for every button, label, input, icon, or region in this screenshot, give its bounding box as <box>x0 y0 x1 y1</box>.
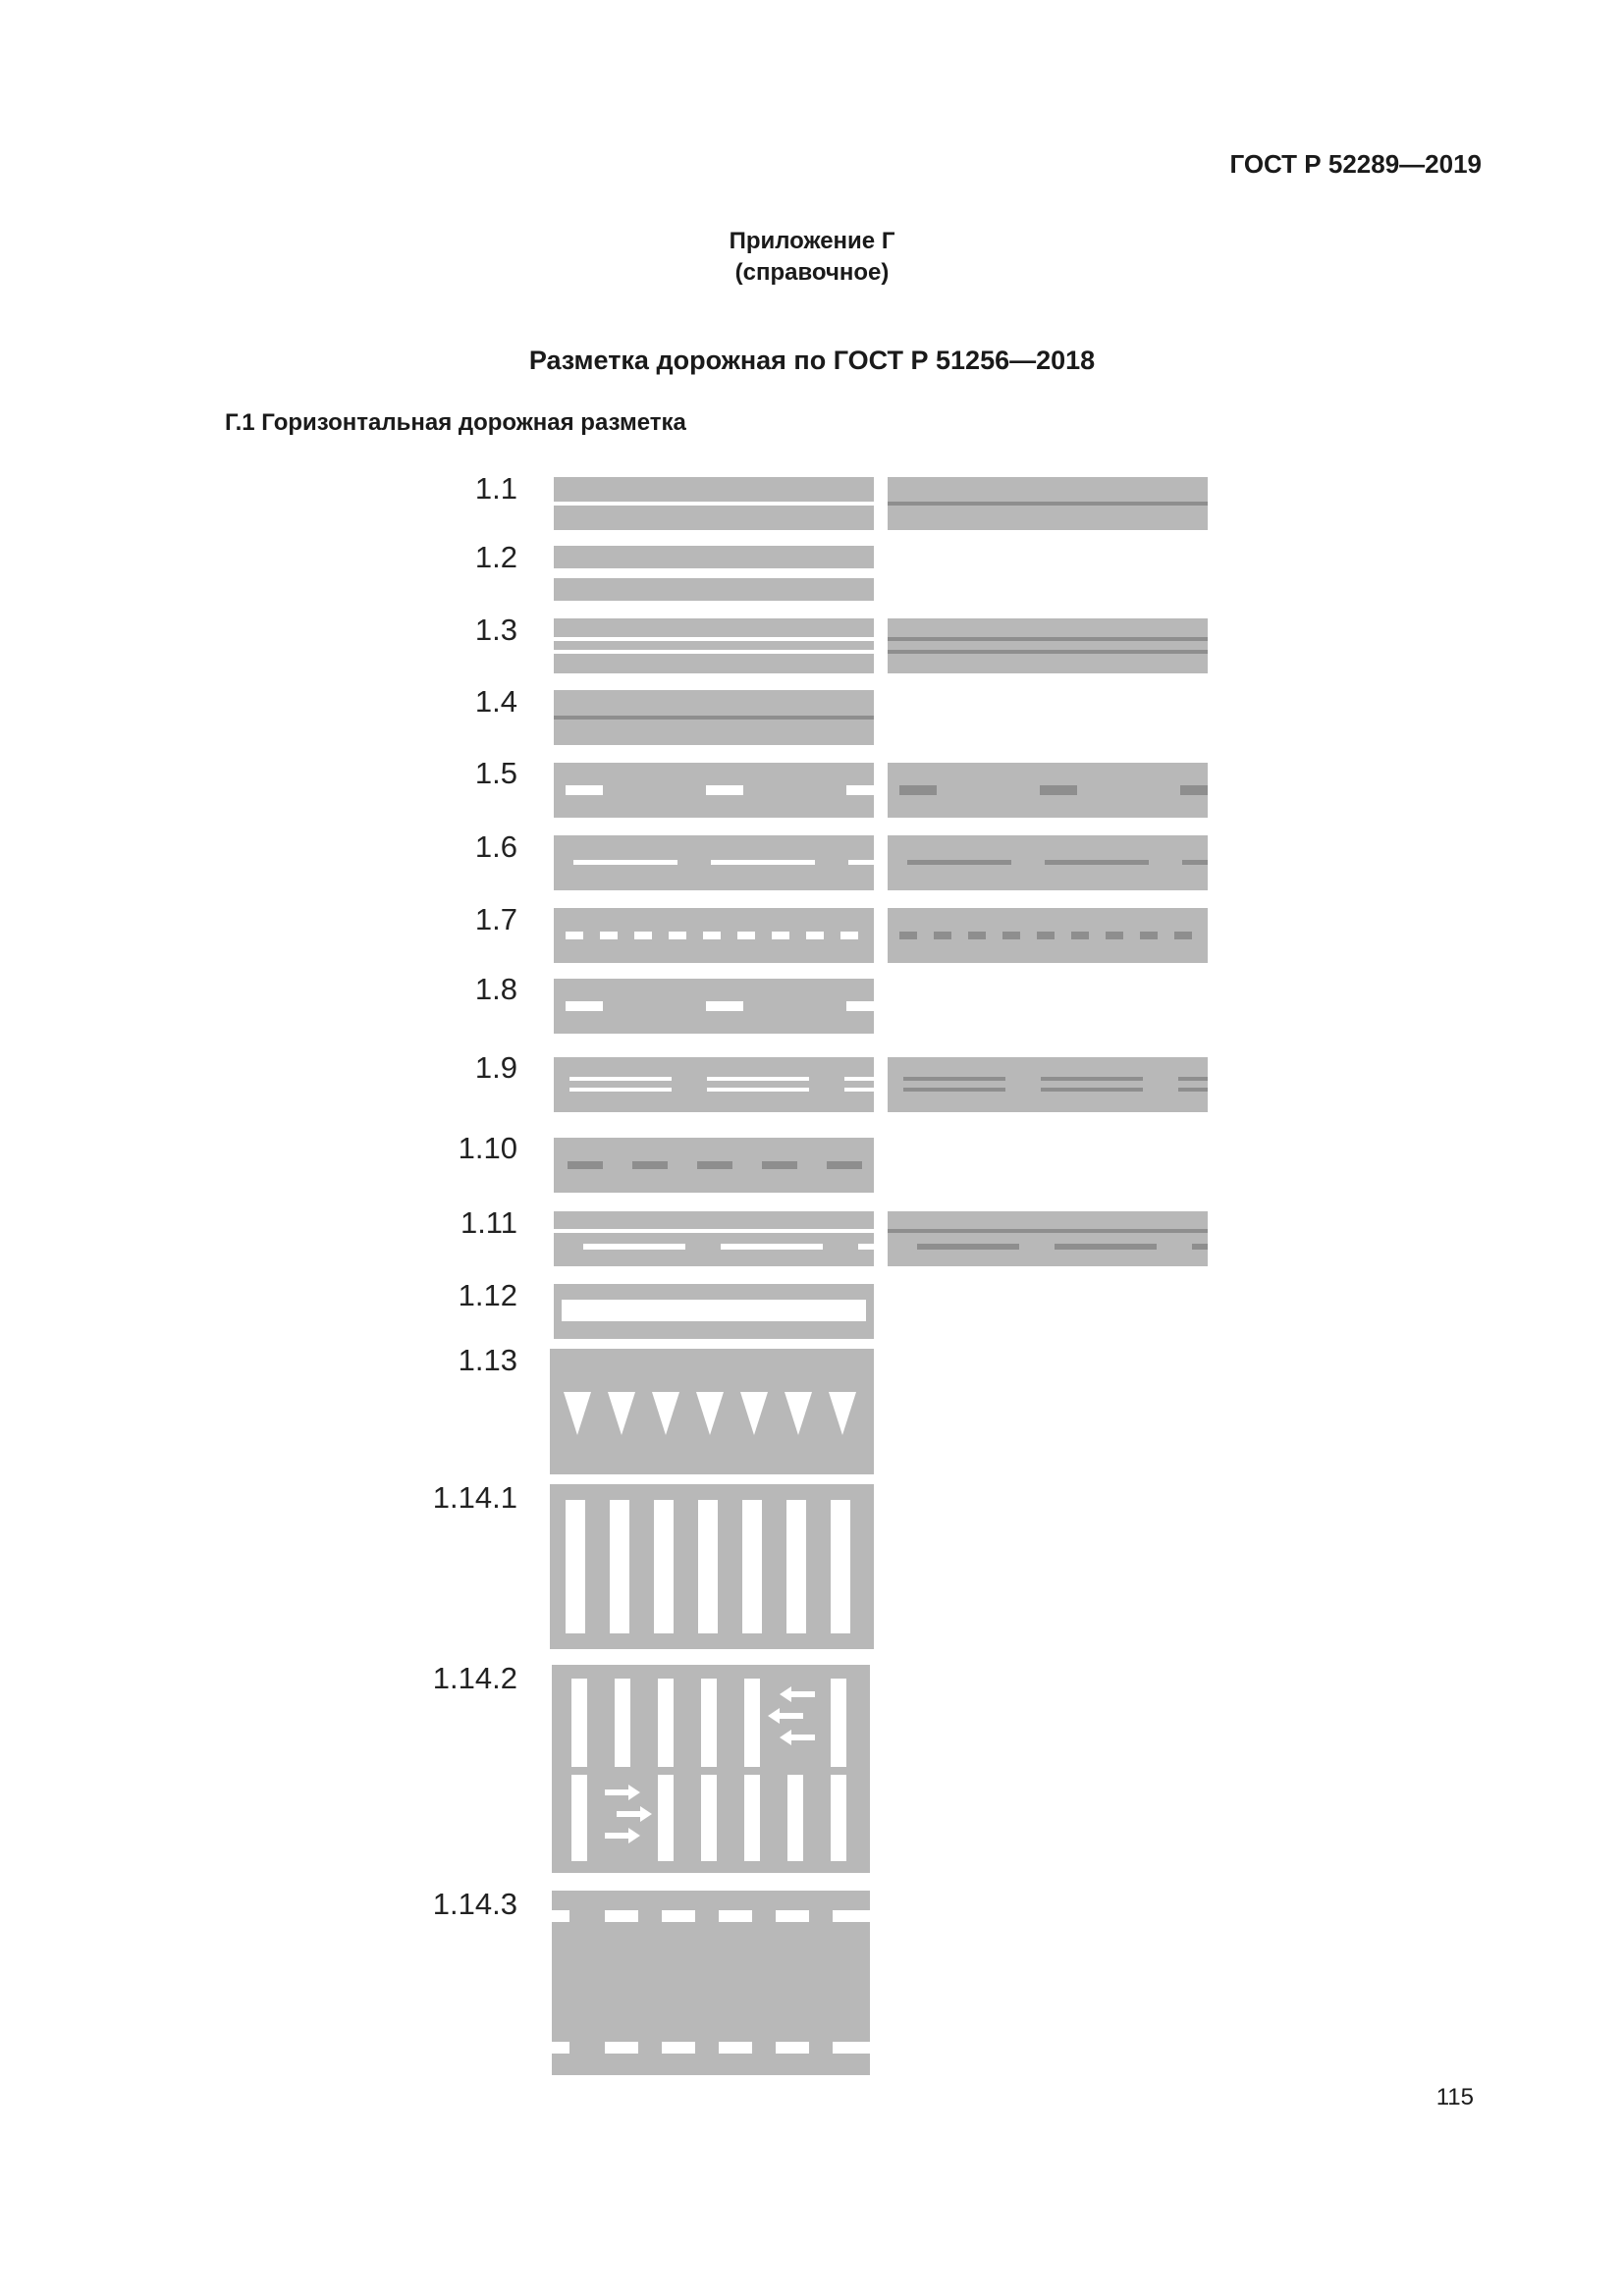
document-code: ГОСТ Р 52289—2019 <box>1229 149 1482 179</box>
marking-1-14-1-sample <box>550 1484 874 1649</box>
marking-1-3-sample <box>554 618 874 673</box>
yield-triangles <box>550 1349 874 1474</box>
marking-1-10-sample <box>554 1138 874 1193</box>
section-heading: Г.1 Горизонтальная дорожная разметка <box>225 409 686 436</box>
marking-label-1-14-2: 1.14.2 <box>432 1661 517 1695</box>
marking-1-1-alt-sample <box>888 477 1208 530</box>
marking-label-1-12: 1.12 <box>458 1278 517 1312</box>
marking-1-12-sample <box>554 1284 874 1339</box>
marking-1-14-2-sample <box>552 1665 870 1873</box>
marking-label-1-4: 1.4 <box>474 684 517 719</box>
page-title: Разметка дорожная по ГОСТ Р 51256—2018 <box>528 346 1096 375</box>
marking-1-5-alt-sample <box>888 763 1208 818</box>
marking-1-6-sample <box>554 835 874 890</box>
marking-label-1-2: 1.2 <box>474 540 517 574</box>
marking-label-1-3: 1.3 <box>474 613 517 647</box>
marking-1-9-sample <box>554 1057 874 1112</box>
marking-label-1-6: 1.6 <box>474 829 517 864</box>
marking-label-1-9: 1.9 <box>474 1050 517 1085</box>
marking-label-1-7: 1.7 <box>474 902 517 936</box>
marking-1-7-sample <box>554 908 874 963</box>
marking-label-1-14-3: 1.14.3 <box>432 1887 517 1921</box>
marking-1-11-sample <box>554 1211 874 1266</box>
marking-1-1-sample <box>554 477 874 530</box>
marking-1-4-sample <box>554 690 874 745</box>
marking-1-6-alt-sample <box>888 835 1208 890</box>
marking-1-8-sample <box>554 979 874 1034</box>
appendix-type: (справочное) <box>734 259 890 286</box>
marking-1-3-alt-sample <box>888 618 1208 673</box>
marking-1-11-alt-sample <box>888 1211 1208 1266</box>
marking-label-1-10: 1.10 <box>458 1131 517 1165</box>
marking-label-1-1: 1.1 <box>474 471 517 506</box>
marking-1-7-alt-sample <box>888 908 1208 963</box>
marking-label-1-11: 1.11 <box>460 1205 517 1240</box>
marking-1-13-sample <box>550 1349 874 1474</box>
appendix-title: Приложение Г <box>729 228 895 254</box>
marking-1-9-alt-sample <box>888 1057 1208 1112</box>
page-number: 115 <box>1435 2084 1474 2110</box>
direction-arrows <box>552 1665 870 1873</box>
marking-label-1-14-1: 1.14.1 <box>432 1480 517 1515</box>
marking-label-1-13: 1.13 <box>458 1343 517 1377</box>
marking-1-5-sample <box>554 763 874 818</box>
marking-label-1-8: 1.8 <box>474 972 517 1006</box>
marking-1-14-3-sample <box>552 1891 870 2075</box>
marking-1-2-sample <box>554 546 874 601</box>
marking-label-1-5: 1.5 <box>474 756 517 790</box>
